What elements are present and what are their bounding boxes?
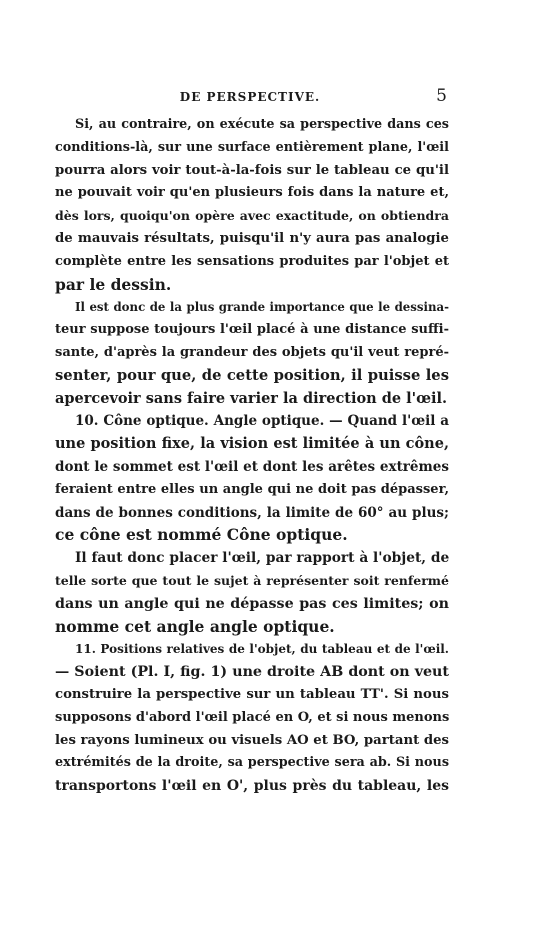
text-line: les rayons lumineux ou visuels AO et BO, partant des <box>55 732 449 748</box>
text-line: extrémités de la droite, sa perspective sera ab. Si nous <box>55 755 449 771</box>
page-header <box>0 82 550 112</box>
text-line: dès lors, quoiqu'on opère avec exactitude, on obtiendra <box>55 208 449 224</box>
text-line: — Soient (Pl. I, fig. 1) une droite AB dont on veut <box>55 664 449 681</box>
text-line: teur suppose toujours l'œil placé à une distance suffi- <box>55 322 449 338</box>
text-line: dont le sommet est l'œil et dont les arêtes extrêmes <box>55 458 449 475</box>
text-line: apercevoir sans faire varier la direction de l'œil. <box>55 389 448 407</box>
text-line: de mauvais résultats, puisqu'il n'y aura pas analogie <box>55 230 449 246</box>
text-line: dans un angle qui ne dépasse pas ces limites; on <box>55 595 449 612</box>
running-title: DE PERSPECTIVE. <box>179 90 321 104</box>
text-line: complète entre les sensations produites par l'objet et <box>55 253 449 269</box>
text-line: Il est donc de la plus grande importance que le dessina- <box>75 300 449 315</box>
text-line: transportons l'œil en O', plus près du tableau, les <box>55 778 449 795</box>
text-line: par le dessin. <box>55 274 172 294</box>
text-line: ce cône est nommé Cône optique. <box>55 525 348 545</box>
text-line: supposons d'abord l'œil placé en O, et si nous menons <box>55 709 449 725</box>
text-line: senter, pour que, de cette position, il puisse les <box>55 366 449 384</box>
text-line: Il faut donc placer l'œil, par rapport à l'objet, de <box>75 550 449 567</box>
text-line: construire la perspective sur un tableau TT'. Si nous <box>55 686 449 702</box>
text-line: Si, au contraire, on exécute sa perspective dans ces <box>75 117 449 132</box>
text-line: une position fixe, la vision est limitée à un cône, <box>55 435 449 453</box>
text-line: sante, d'après la grandeur des objets qu'il veut repré- <box>55 344 449 360</box>
text-line: nomme cet angle angle optique. <box>55 616 335 636</box>
text-line: conditions-là, sur une surface entièrement plane, l'œil <box>55 139 449 155</box>
section-heading-11: 11. Positions relatives de l'objet, du tableau et de l'œil. <box>75 642 449 657</box>
section-heading-10: 10. Cône optique. Angle optique. — Quand l'œil a <box>75 413 449 430</box>
text-line: telle sorte que tout le sujet à représenter soit renfermé <box>55 572 449 588</box>
text-line: feraient entre elles un angle qui ne doit pas dépasser, <box>55 481 449 497</box>
body-text <box>55 114 449 798</box>
page-number: 5 <box>436 86 447 106</box>
text-line: dans de bonnes conditions, la limite de 60° au plus; <box>55 504 449 521</box>
text-line: ne pouvait voir qu'en plusieurs fois dans la nature et, <box>55 185 449 201</box>
text-line: pourra alors voir tout-à-la-fois sur le tableau ce qu'il <box>55 162 449 178</box>
